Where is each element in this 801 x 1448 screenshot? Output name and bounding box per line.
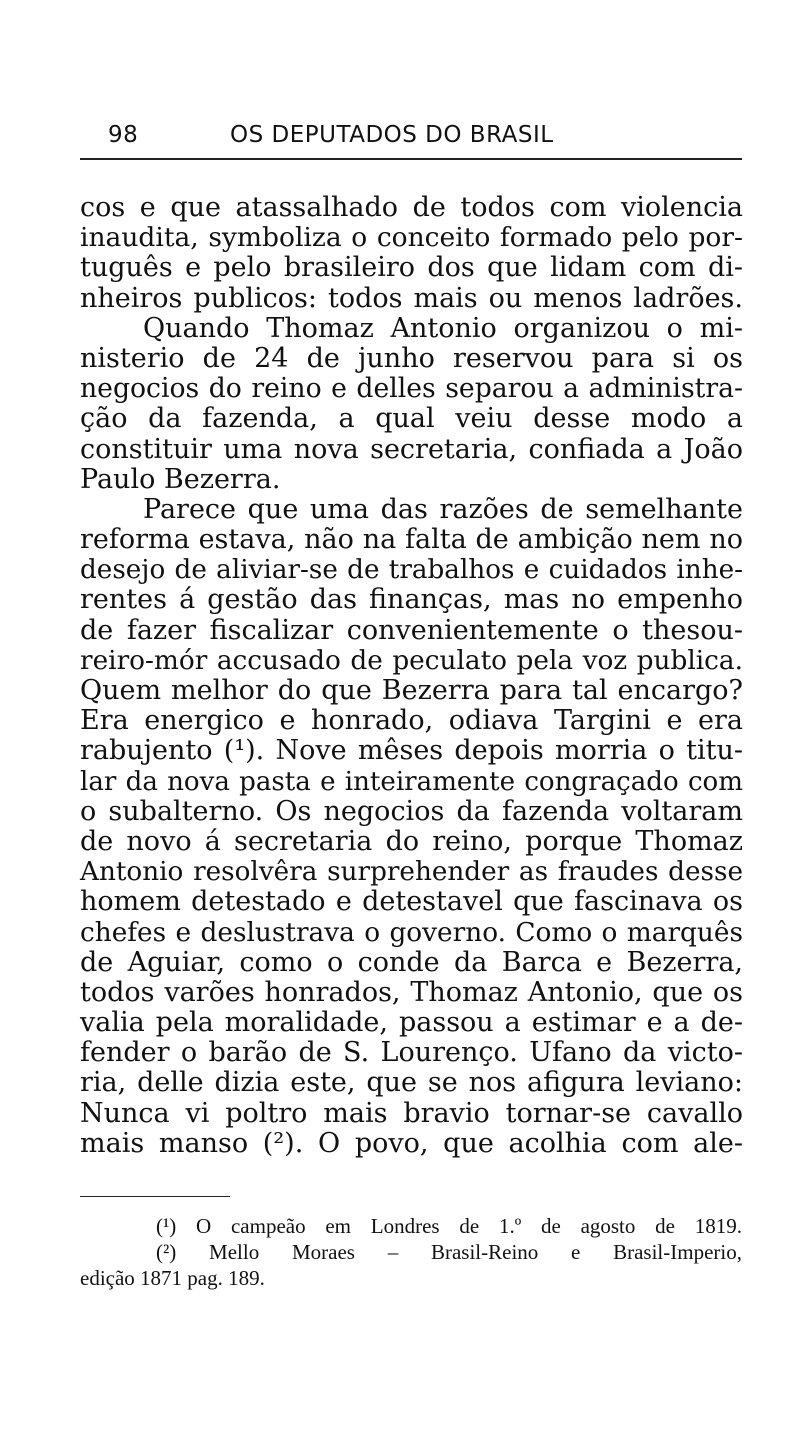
body-line: tuguês e pelo brasileiro dos que lidam com di- (80, 252, 743, 284)
body-line: nheiros publicos: todos mais ou menos ladrões. (80, 282, 743, 314)
body-line: valia pela moralidade, passou a estimar e a de- (80, 1007, 743, 1039)
footnotes (80, 1213, 742, 1291)
running-head (108, 122, 748, 156)
body-line: de fazer fiscalizar convenientemente o thesou- (80, 614, 743, 646)
footnote-2: (²) Mello Moraes – Brasil-Reino e Brasil-Imperio, (156, 1240, 742, 1264)
body-line: desejo de aliviar-se de trabalhos e cuidados inhe- (80, 555, 743, 586)
body-line: negocios do reino e delles separou a administra- (80, 373, 743, 405)
body-line: lar da nova pasta e inteiramente congraçado com (80, 766, 743, 797)
body-line: chefes e deslustrava o governo. Como o marquês (80, 917, 743, 948)
body-line: constituir uma nova secretaria, confiada a João (80, 433, 743, 465)
header-rule (80, 158, 742, 160)
body-line: fender o barão de S. Lourenço. Ufano da victo- (80, 1037, 743, 1069)
body-line: reiro-mór accusado de peculato pela voz publica. (80, 645, 743, 676)
footnote-2-continuation: edição 1871 pag. 189. (80, 1266, 265, 1290)
body-line: rabujento (¹). Nove mêses depois morria o titu- (80, 735, 743, 767)
body-line: ria, delle dizia este, que se nos afigura leviano: (80, 1067, 743, 1099)
body-line: Quando Thomaz Antonio organizou o mi- (143, 312, 743, 344)
footnote-rule (80, 1196, 230, 1197)
footnote-1: (¹) O campeão em Londres de 1.º de agosto de 1819. (156, 1214, 742, 1238)
body-line: homem detestado e detestavel que fascinava os (80, 886, 743, 918)
body-line: cos e que atassalhado de todos com violencia (80, 192, 743, 223)
page-number: 98 (108, 122, 139, 148)
body-line: reforma estava, não na falta de ambição nem no (80, 524, 743, 556)
body-line: Paulo Bezerra. (80, 463, 281, 495)
body-line: Nunca vi poltro mais bravio tornar-se cavallo (80, 1097, 743, 1129)
body-line: nisterio de 24 de junho reservou para si os (80, 342, 743, 374)
body-line: mais manso (²). O povo, que acolhia com ale- (80, 1127, 743, 1159)
body-text (80, 193, 743, 1159)
body-line: Parece que uma das razões de semelhante (143, 493, 743, 525)
body-line: Antonio resolvêra surprehender as fraudes desse (80, 857, 743, 888)
body-line: Era energico e honrado, odiava Targini e era (80, 705, 743, 737)
body-line: o subalterno. Os negocios da fazenda voltaram (80, 795, 743, 827)
running-title: OS DEPUTADOS DO BRASIL (230, 122, 554, 148)
body-line: rentes á gestão das finanças, mas no empenho (80, 584, 743, 616)
body-line: todos varões honrados, Thomaz Antonio, que os (80, 976, 743, 1008)
body-line: inaudita, symboliza o conceito formado pelo por- (80, 222, 743, 254)
body-line: de novo á secretaria do reino, porque Thomaz (80, 825, 743, 857)
body-line: ção da fazenda, a qual veiu desse modo a (80, 403, 743, 435)
body-line: Quem melhor do que Bezerra para tal encargo? (80, 675, 743, 706)
body-line: de Aguiar, como o conde da Barca e Bezerra, (80, 946, 743, 978)
